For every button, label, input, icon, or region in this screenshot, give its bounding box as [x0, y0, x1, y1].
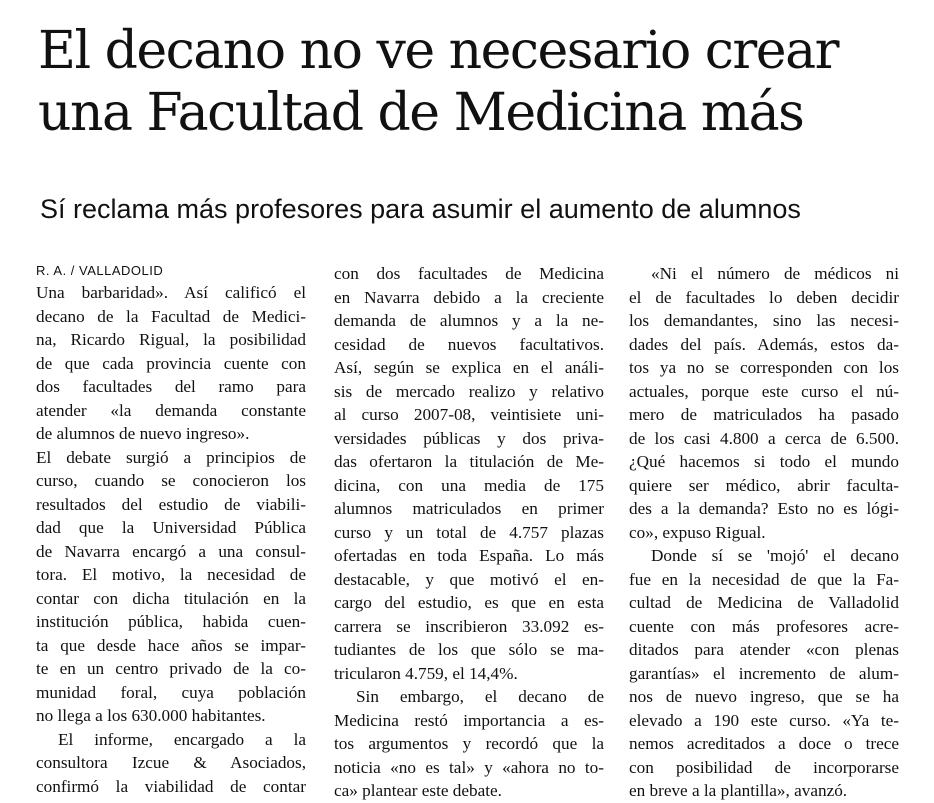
body-line: quiere ser médico, abrir faculta-	[629, 475, 899, 495]
body-line: con dos facultades de Medicina	[334, 264, 604, 283]
body-line: actuales, porque este curso el nú-	[629, 381, 899, 401]
body-line: Una barbaridad». Así calificó el	[36, 283, 306, 302]
body-line: tos ya no se corresponden con los	[629, 358, 899, 377]
body-line: cultad de Medicina de Valladolid	[629, 593, 899, 612]
headline-line: El decano no ve necesario crear	[38, 21, 838, 81]
body-line: en breve a la plantilla», avanzó.	[629, 781, 848, 800]
body-line: co», expuso Rigual.	[629, 522, 766, 542]
article-column-2	[334, 262, 604, 803]
body-line: con posibilidad de incorporarse	[629, 757, 899, 777]
body-line: ta que desde hace años se impar-	[36, 635, 306, 655]
body-line: «Ni el número de médicos ni	[651, 264, 899, 283]
body-line: tricularon 4.759, el 14,4%.	[334, 663, 518, 683]
body-line: mero de matriculados ha pasado	[629, 405, 899, 424]
body-line: munidad foral, cuya población	[36, 682, 306, 702]
body-line: garantías» el incremento de alum-	[629, 663, 899, 683]
headline	[38, 20, 908, 144]
body-line: te en un centro privado de la co-	[36, 659, 306, 678]
body-line: fue en la necesidad de que la Fa-	[629, 569, 899, 589]
body-line: de Navarra encargó a una consul-	[36, 541, 306, 561]
body-line: Medicina restó importancia a es-	[334, 710, 604, 730]
body-line: institución pública, habida cuen-	[36, 612, 306, 631]
body-line: tora. El motivo, la necesidad de	[36, 565, 306, 584]
body-line: ofertadas en toda España. Lo más	[334, 546, 604, 565]
body-line: Sin embargo, el decano de	[356, 687, 604, 706]
body-line: de que cada provincia cuente con	[36, 353, 306, 373]
body-line: tos argumentos y recordó que la	[334, 734, 604, 753]
body-line: El debate surgió a principios de	[36, 447, 306, 467]
body-line: ca» plantear este debate.	[334, 781, 502, 800]
body-line: dicina, con una media de 175	[334, 475, 604, 495]
body-line: na, Ricardo Rigual, la posibilidad	[36, 330, 306, 349]
body-line: carrera se inscribieron 33.092 es-	[334, 616, 604, 636]
body-line: decano de la Facultad de Medici-	[36, 306, 306, 326]
body-line: no llega a los 630.000 habitantes.	[36, 706, 266, 725]
headline-line: una Facultad de Medicina más	[38, 83, 804, 143]
body-line: Así, según se explica en el análi-	[334, 358, 604, 377]
article-column-1	[36, 262, 306, 798]
body-line: alumnos matriculados en primer	[334, 499, 604, 518]
body-line: dades del país. Además, estos da-	[629, 334, 899, 354]
body-line: sis de mercado realizo y relativo	[334, 381, 604, 401]
body-line: das ofertaron la titulación de Me-	[334, 452, 604, 471]
body-line: El informe, encargado a la	[58, 729, 306, 749]
body-line: curso, cuando se conocieron los	[36, 471, 306, 490]
body-line: cesidad de nuevos facultativos.	[334, 334, 604, 354]
byline: R. A. / VALLADOLID	[36, 263, 164, 278]
body-line: Donde sí se 'mojó' el decano	[651, 546, 899, 565]
article-column-3	[629, 262, 899, 803]
body-line: destacable, y que motivó el en-	[334, 569, 604, 589]
body-line: resultados del estudio de viabili-	[36, 494, 306, 514]
body-line: nemos acreditados a doce o trece	[629, 734, 899, 753]
body-line: de alumnos de nuevo ingreso».	[36, 424, 250, 443]
body-line: en Navarra debido a la creciente	[334, 287, 604, 307]
body-line: nos de nuevo ingreso, que se ha	[629, 687, 899, 706]
body-line: ditados para atender «con plenas	[629, 640, 899, 659]
subheadline: Sí reclama más profesores para asumir el aumento de alumnos	[40, 194, 801, 224]
body-line: des a la demanda? Esto no es lógi-	[629, 499, 899, 518]
body-line: dad que la Universidad Pública	[36, 518, 306, 537]
body-line: curso y un total de 4.757 plazas	[334, 522, 604, 542]
body-line: los demandantes, sino las necesi-	[629, 311, 899, 330]
body-line: cargo del estudio, es que en esta	[334, 593, 604, 612]
body-line: contar con dicha titulación en la	[36, 588, 306, 608]
body-line: al curso 2007-08, veintisiete uni-	[334, 405, 604, 424]
body-line: de los casi 4.800 a cerca de 6.500.	[629, 428, 899, 448]
body-line: versidades públicas y dos priva-	[334, 428, 604, 448]
body-line: el de facultades lo deben decidir	[629, 287, 899, 307]
body-line: tudiantes de los que sólo se ma-	[334, 640, 604, 659]
body-line: consultora Izcue & Asociados,	[36, 753, 306, 772]
body-line: elevado a 190 este curso. «Ya te-	[629, 710, 899, 730]
body-line: atender «la demanda constante	[36, 400, 306, 420]
body-line: dos facultades del ramo para	[36, 377, 306, 396]
body-line: ¿Qué hacemos si todo el mundo	[629, 452, 899, 471]
body-line: noticia «no es tal» y «ahora no to-	[334, 757, 604, 777]
body-line: confirmó la viabilidad de contar	[36, 776, 306, 796]
body-line: demanda de alumnos y a la ne-	[334, 311, 604, 330]
body-line: cuente con más profesores acre-	[629, 616, 899, 636]
